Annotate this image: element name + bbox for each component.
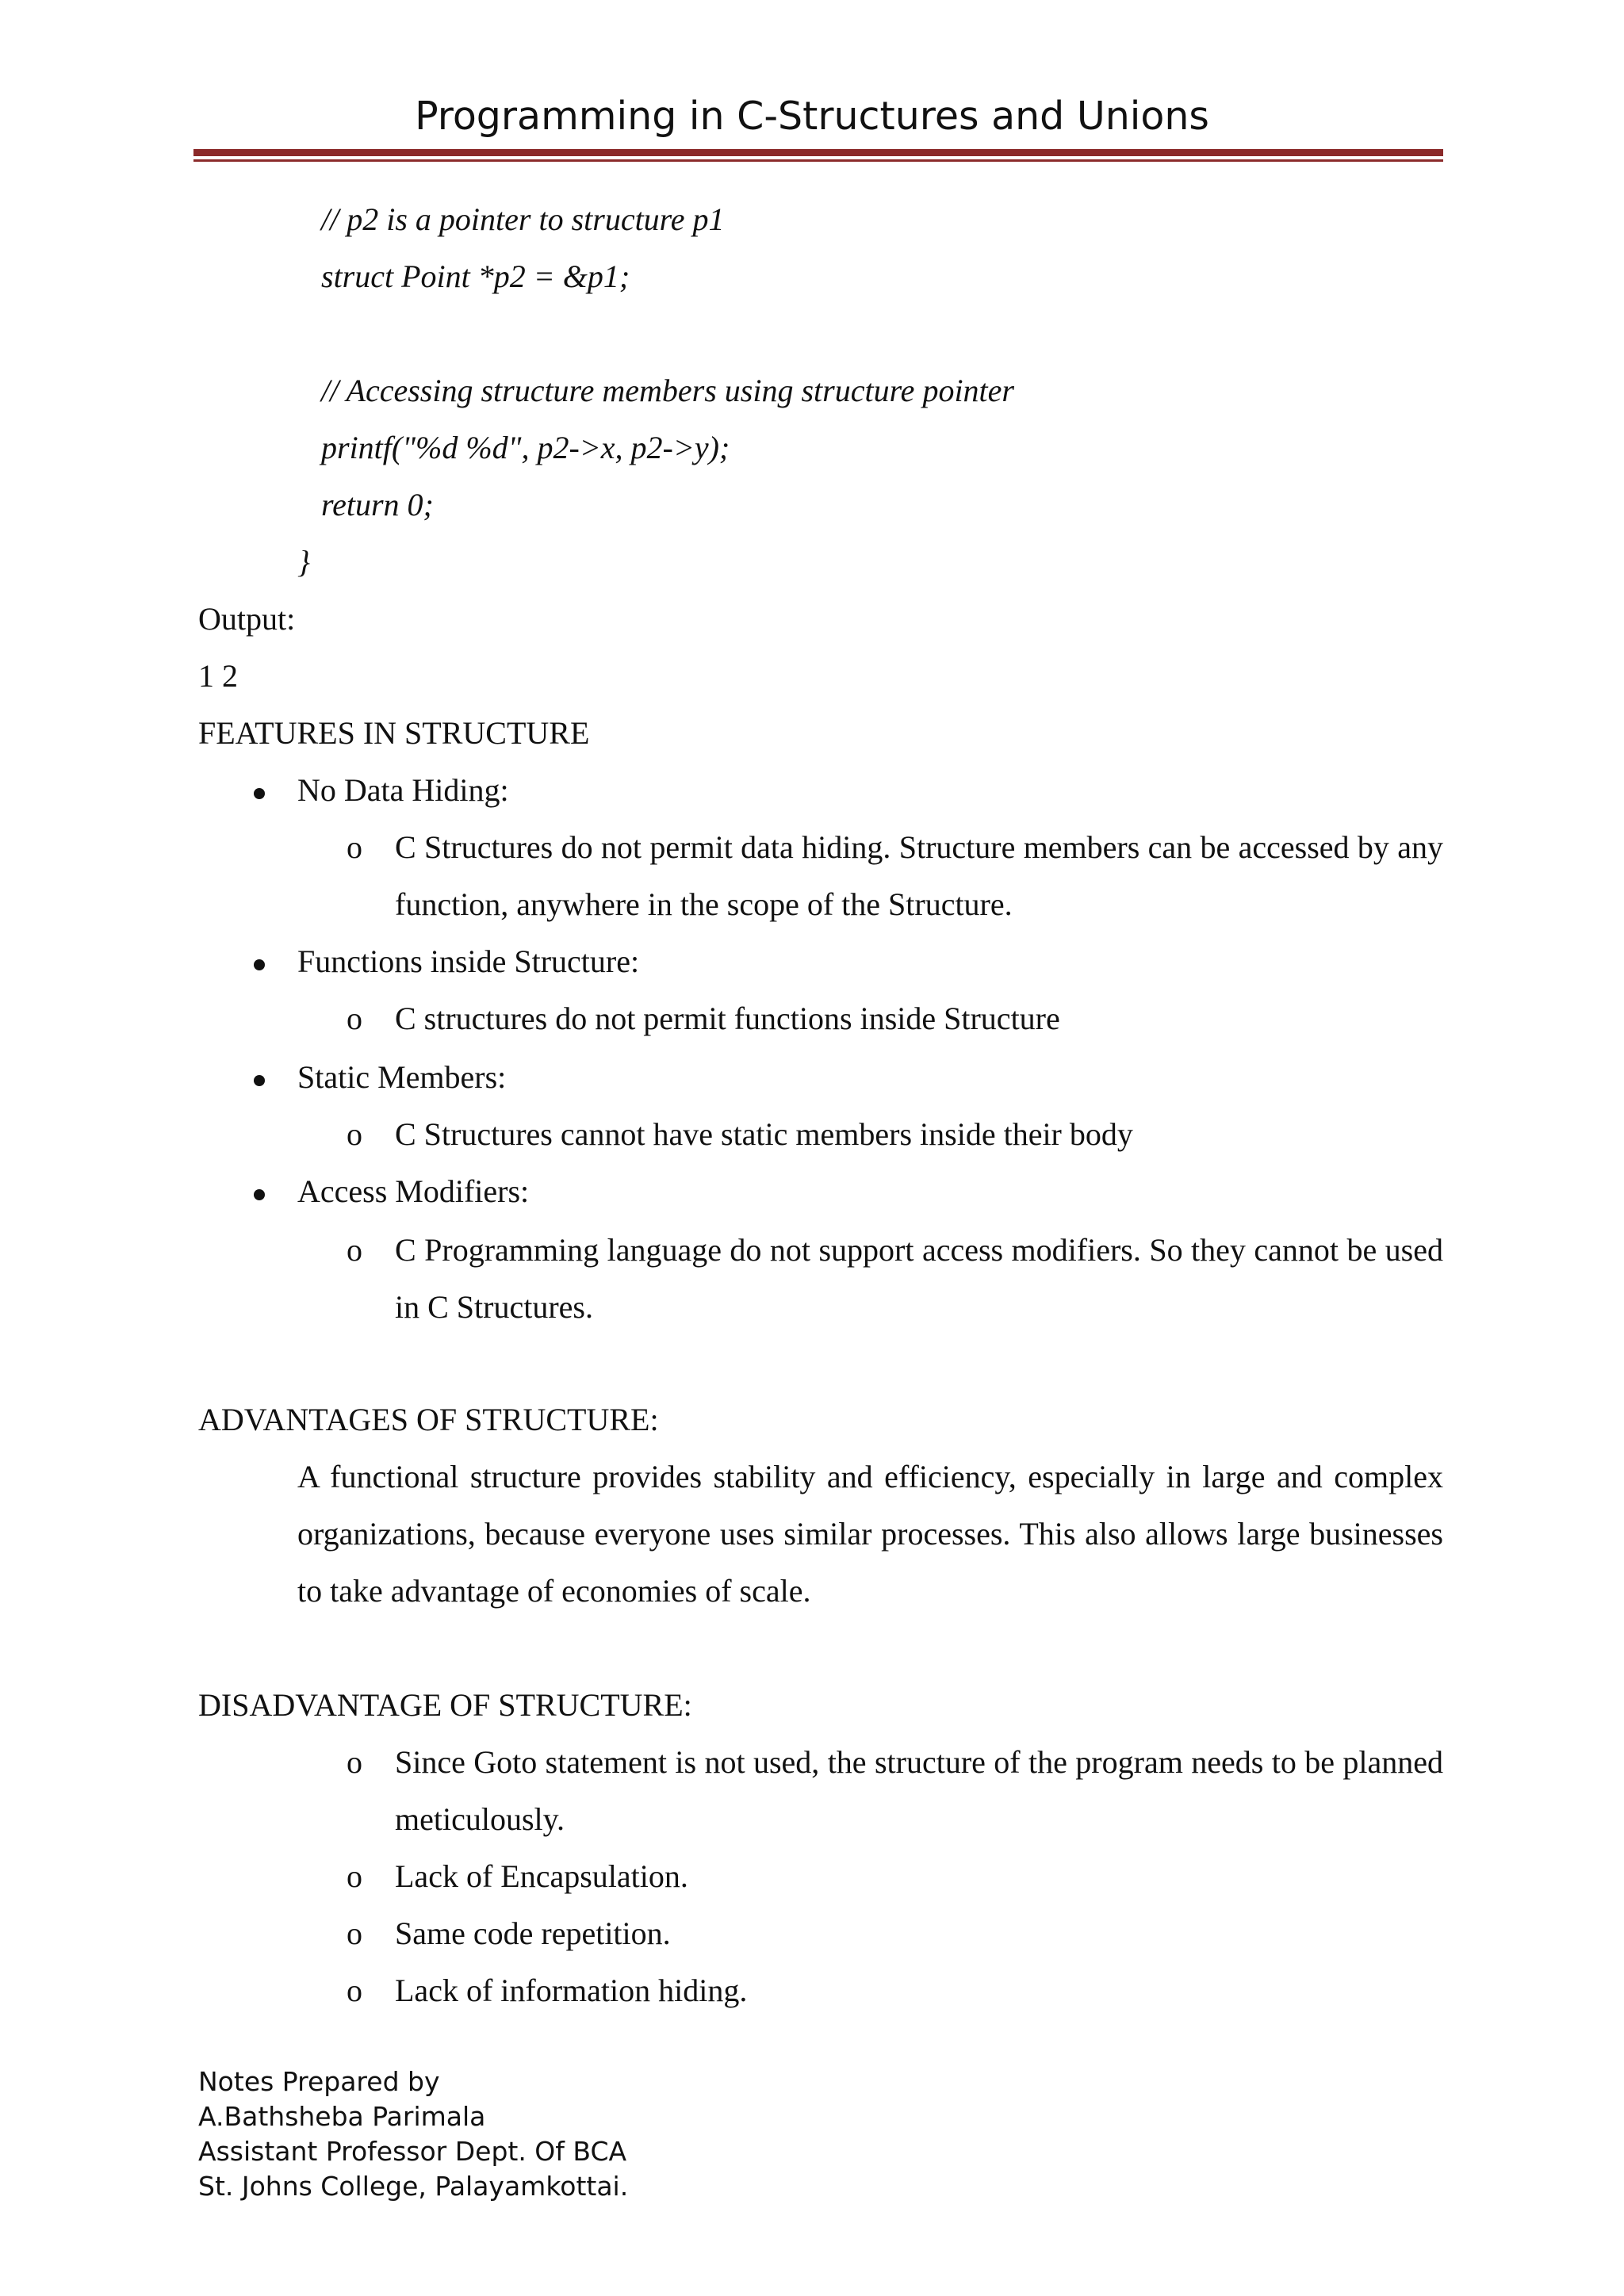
feature-title: Access Modifiers: bbox=[297, 1173, 530, 1209]
code-closing-brace: } bbox=[297, 544, 310, 580]
footer-designation: Assistant Professor Dept. Of BCA bbox=[198, 2136, 627, 2167]
sub-bullet-marker: o bbox=[347, 1001, 362, 1036]
bullet-marker bbox=[254, 959, 265, 970]
disadvantage-text: Since Goto statement is not used, the structure of the program needs to be planned meticulously. bbox=[395, 1744, 1443, 1837]
output-label: Output: bbox=[198, 601, 296, 637]
footer-prepared-by: Notes Prepared by bbox=[198, 2066, 440, 2097]
disadvantage-text: Same code repetition. bbox=[395, 1915, 671, 1951]
disadvantage-text: Lack of Encapsulation. bbox=[395, 1858, 688, 1894]
advantages-paragraph: A functional structure provides stability and efficiency, especially in large and complex organizations, because everyone uses similar processes. This also allows large businesses to take advantage of economies of scale. bbox=[297, 1459, 1443, 1609]
code-comment-pointer: // p2 is a pointer to structure p1 bbox=[321, 201, 725, 237]
bullet-marker bbox=[254, 788, 265, 799]
disadvantages-heading: DISADVANTAGE OF STRUCTURE: bbox=[198, 1687, 692, 1723]
feature-detail: C Structures do not permit data hiding. Structure members can be accessed by any function, anywhere in the scope of the Structure. bbox=[395, 829, 1443, 922]
code-line-return: return 0; bbox=[321, 487, 434, 522]
feature-detail: C Structures cannot have static members inside their body bbox=[395, 1116, 1133, 1152]
sub-bullet-marker: o bbox=[347, 1858, 362, 1894]
sub-bullet-marker: o bbox=[347, 1232, 362, 1268]
sub-bullet-marker: o bbox=[347, 829, 362, 865]
sub-bullet-marker: o bbox=[347, 1744, 362, 1780]
sub-bullet-marker: o bbox=[347, 1973, 362, 2008]
bullet-marker bbox=[254, 1075, 265, 1086]
feature-detail: C Programming language do not support access modifiers. So they cannot be used in C Structures. bbox=[395, 1232, 1443, 1325]
sub-bullet-marker: o bbox=[347, 1116, 362, 1152]
disadvantage-text: Lack of information hiding. bbox=[395, 1973, 748, 2008]
features-heading: FEATURES IN STRUCTURE bbox=[198, 715, 590, 751]
code-line-pointer-decl: struct Point *p2 = &p1; bbox=[321, 258, 630, 294]
feature-title: No Data Hiding: bbox=[297, 772, 509, 808]
advantages-heading: ADVANTAGES OF STRUCTURE: bbox=[198, 1402, 659, 1437]
code-line-printf: printf("%d %d", p2->x, p2->y); bbox=[321, 430, 730, 465]
bullet-marker bbox=[254, 1189, 265, 1200]
footer-institution: St. Johns College, Palayamkottai. bbox=[198, 2171, 629, 2202]
header-rule-thick bbox=[193, 149, 1443, 156]
code-comment-access: // Accessing structure members using structure pointer bbox=[321, 373, 1014, 408]
page-header-title: Programming in C-Structures and Unions bbox=[415, 94, 1209, 139]
feature-detail: C structures do not permit functions inside Structure bbox=[395, 1001, 1060, 1036]
feature-title: Functions inside Structure: bbox=[297, 943, 640, 979]
feature-title: Static Members: bbox=[297, 1059, 507, 1095]
sub-bullet-marker: o bbox=[347, 1915, 362, 1951]
header-rule-thin bbox=[193, 159, 1443, 162]
output-value: 1 2 bbox=[198, 658, 238, 694]
footer-author: A.Bathsheba Parimala bbox=[198, 2101, 486, 2132]
